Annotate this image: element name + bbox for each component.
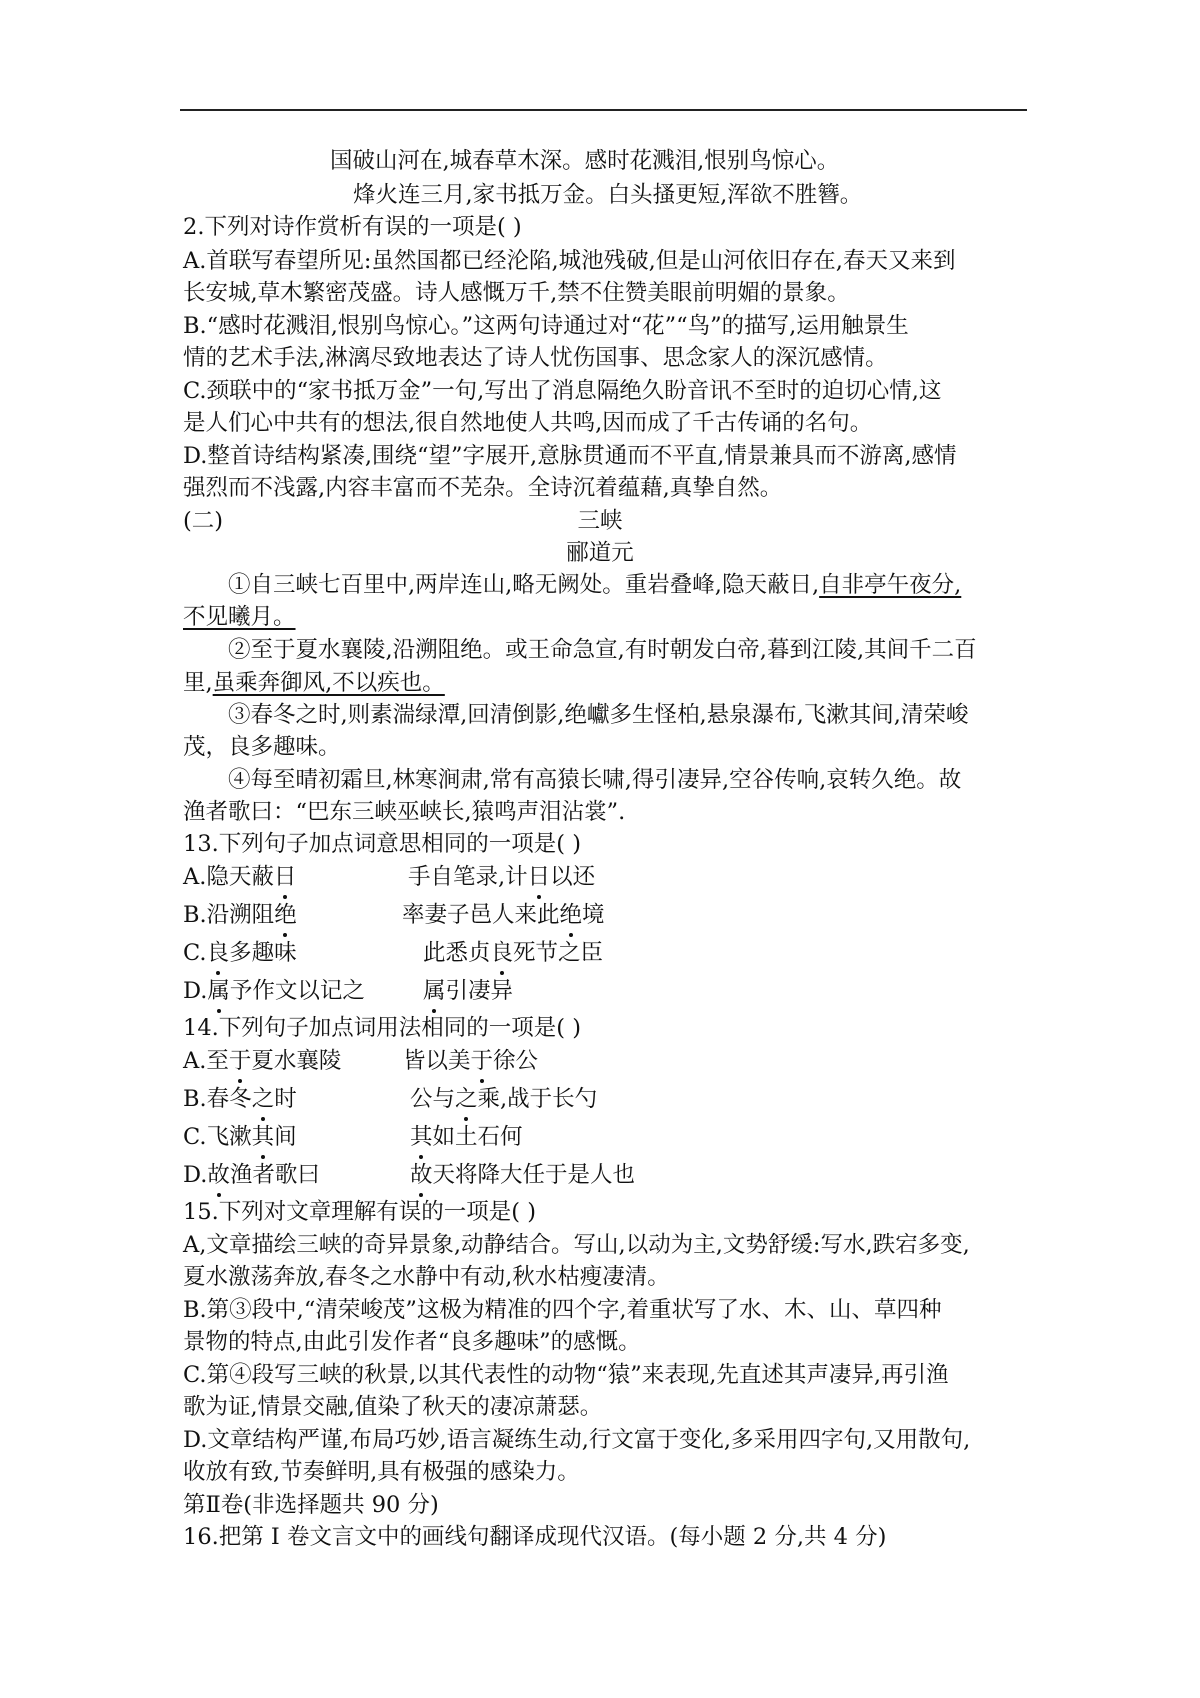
q14-option-d-left: D.故渔者歌曰 xyxy=(183,1162,320,1188)
paragraph-4-line1: ④每至晴初霜旦,林寒涧肃,常有高猿长啸,得引凄异,空谷传响,哀转久绝。故 xyxy=(228,767,962,793)
dotted-word: 属 xyxy=(207,978,230,1004)
q13-option-c-left: C.良多趣味 xyxy=(183,940,297,966)
q2-option-a-line2: 长安城,草木繁密茂盛。诗人感慨万千,禁不住赞美眼前明媚的景象。 xyxy=(183,280,850,306)
q2-option-c-line2: 是人们心中共有的想法,很自然地使人共鸣,因而成了千古传诵的名句。 xyxy=(183,410,873,436)
part-2-heading: 第Ⅱ卷(非选择题共 90 分) xyxy=(183,1492,439,1518)
q13-option-d-right: 属引凄异 xyxy=(423,978,514,1004)
header-rule xyxy=(180,109,1027,111)
q13-option-c-right: 此悉贞良死节之臣 xyxy=(423,940,604,966)
q15-option-b-line1: B.第③段中,“清荣峻茂”这极为精准的四个字,着重状写了水、木、山、草四种 xyxy=(183,1297,942,1323)
dotted-word: 日 xyxy=(527,864,551,890)
dotted-word: 良 xyxy=(490,940,514,966)
q14-option-d-right: 故天将降大任于是人也 xyxy=(410,1162,636,1188)
q14-option-a-right: 皆以美于徐公 xyxy=(403,1048,539,1074)
q13-option-b-right: 率妻子邑人来此绝境 xyxy=(402,902,605,928)
section-label: (二) xyxy=(183,508,224,534)
q15-option-a-line2: 夏水激荡奔放,春冬之水静中有动,秋水枯瘦凄清。 xyxy=(183,1264,670,1290)
paragraph-3-line1: ③春冬之时,则素湍绿潭,回清倒影,绝巘多生怪柏,悬泉瀑布,飞漱其间,清荣峻 xyxy=(228,702,969,728)
dotted-word: 之 xyxy=(251,1086,275,1112)
passage-title: 三峡 xyxy=(577,508,623,534)
q2-option-b-line1: B.“感时花溅泪,恨别鸟惊心。”这两句诗通过对“花”“鸟”的描写,运用触景生 xyxy=(183,313,909,339)
dotted-word: 绝 xyxy=(274,902,297,928)
q2-option-d-line2: 强烈而不浅露,内容丰富而不芜杂。全诗沉着蕴藉,真挚自然。 xyxy=(183,475,783,501)
paragraph-4-line2: 渔者歌曰：“巴东三峡巫峡长,猿鸣声泪沾裳”. xyxy=(183,799,626,825)
poem-line-2: 烽火连三月,家书抵万金。白头搔更短,浑欲不胜簪。 xyxy=(353,182,863,208)
q15-option-b-line2: 景物的特点,由此引发作者“良多趣味”的感慨。 xyxy=(183,1329,641,1355)
dotted-word: 日 xyxy=(273,864,297,890)
underlined-sentence-1-part1: 自非亭午夜分, xyxy=(819,572,962,598)
paragraph-3-line2: 茂，良多趣味。 xyxy=(183,734,341,760)
poem-line-1: 国破山河在,城春草木深。感时花溅泪,恨别鸟惊心。 xyxy=(330,148,840,174)
q15-option-d-line1: D.文章结构严谨,布局巧妙,语言凝练生动,行文富于变化,多采用四字句,又用散句, xyxy=(183,1427,971,1453)
q14-option-c-left: C.飞漱其间 xyxy=(183,1124,297,1150)
q14-option-c-right: 其如土石何 xyxy=(410,1124,523,1150)
q13-option-b-left: B.沿溯阻绝 xyxy=(183,902,297,928)
dotted-word: 良 xyxy=(206,940,230,966)
q13-option-d-left: D.属予作文以记之 xyxy=(183,978,365,1004)
dotted-word: 其 xyxy=(410,1124,433,1150)
q15-stem: 15.下列对文章理解有误的一项是( ) xyxy=(183,1199,536,1225)
paragraph-1-line2 xyxy=(183,602,296,632)
dotted-word: 绝 xyxy=(559,902,583,928)
q2-option-c-line1: C.颈联中的“家书抵万金”一句,写出了消息隔绝久盼音讯不至时的迫切心情,这 xyxy=(183,378,942,404)
q13-stem: 13.下列句子加点词意思相同的一项是( ) xyxy=(183,831,581,857)
q13-option-a-left: A.隐天蔽日 xyxy=(183,864,297,890)
dotted-word: 故 xyxy=(410,1162,433,1188)
q2-option-a-line1: A.首联写春望所见:虽然国都已经沦陷,城池残破,但是山河依旧存在,春天又来到 xyxy=(183,248,956,274)
q14-stem: 14.下列句子加点词用法相同的一项是( ) xyxy=(183,1015,581,1041)
q2-stem: 2.下列对诗作赏析有误的一项是( ) xyxy=(183,214,522,240)
paragraph-1-line1: ①自三峡七百里中,两岸连山,略无阙处。重岩叠峰,隐天蔽日,自非亭午夜分, xyxy=(228,572,962,598)
dotted-word: 于 xyxy=(470,1048,494,1074)
q16-stem: 16.把第 I 卷文言文中的画线句翻译成现代汉语。(每小题 2 分,共 4 分) xyxy=(183,1524,887,1550)
dotted-word: 属 xyxy=(423,978,446,1004)
paragraph-2-line2: 里,虽乘奔御风,不以疾也。 xyxy=(183,670,445,696)
dotted-word: 其 xyxy=(251,1124,275,1150)
dotted-word: 之 xyxy=(455,1086,478,1112)
q13-option-a-right: 手自笔录,计日以还 xyxy=(408,864,596,890)
passage-author: 郦道元 xyxy=(566,540,634,566)
underlined-sentence-2: 虽乘奔御风,不以疾也。 xyxy=(212,670,445,696)
q15-option-d-line2: 收放有致,节奏鲜明,具有极强的感染力。 xyxy=(183,1459,580,1485)
dotted-word: 故 xyxy=(207,1162,230,1188)
q2-option-d-line1: D.整首诗结构紧凑,围绕“望”字展开,意脉贯通而不平直,情景兼具而不游离,感情 xyxy=(183,443,957,469)
q14-option-a-left: A.至于夏水襄陵 xyxy=(183,1048,342,1074)
q14-option-b-left: B.春冬之时 xyxy=(183,1086,297,1112)
dotted-word: 于 xyxy=(228,1048,252,1074)
underlined-sentence-1-part2: 不见曦月。 xyxy=(183,604,296,630)
paragraph-2-line1: ②至于夏水襄陵,沿溯阻绝。或王命急宣,有时朝发白帝,暮到江陵,其间千二百 xyxy=(228,637,977,663)
q2-option-b-line2: 情的艺术手法,淋漓尽致地表达了诗人忧伤国事、思念家人的深沉感情。 xyxy=(183,345,888,371)
q15-option-c-line1: C.第④段写三峡的秋景,以其代表性的动物“猿”来表现,先直述其声凄异,再引渔 xyxy=(183,1362,949,1388)
q14-option-b-right: 公与之乘,战于长勺 xyxy=(410,1086,598,1112)
q15-option-c-line2: 歌为证,情景交融,值染了秋天的凄凉萧瑟。 xyxy=(183,1394,603,1420)
q15-option-a-line1: A,文章描绘三峡的奇异景象,动静结合。写山,以动为主,文势舒缓:写水,跌宕多变, xyxy=(183,1232,970,1258)
